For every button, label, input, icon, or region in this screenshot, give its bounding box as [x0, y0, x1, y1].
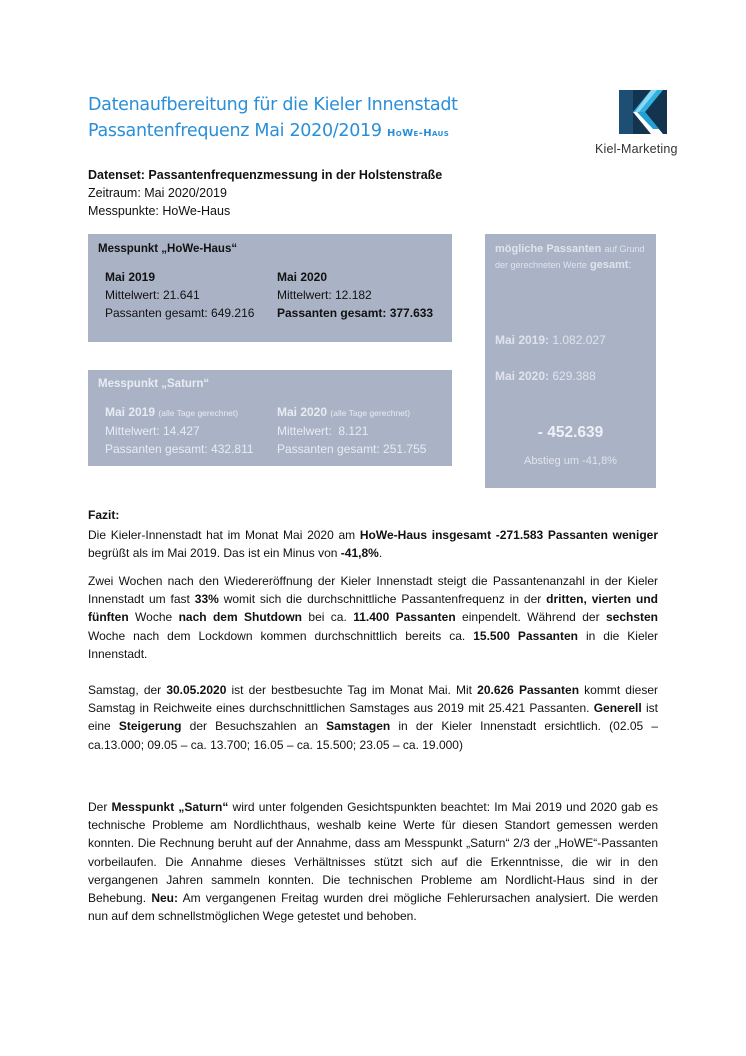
p3-bold: Samstagen [326, 719, 391, 734]
saturn-2019-label: Mai 2019 [105, 405, 156, 419]
howe-2019-label: Mai 2019 [105, 270, 156, 284]
howe-2020-mean: Mittelwert: 12.182 [277, 288, 372, 302]
p3-text: Samstag, der [88, 683, 167, 697]
howe-2019-total: Passanten gesamt: 649.216 [105, 306, 255, 320]
page-title [88, 92, 458, 147]
p1-bold: HoWe-Haus insgesamt -271.583 Passanten weniger [359, 528, 658, 542]
p4-bold: Messpunkt „Saturn“ [111, 800, 229, 814]
p2-bold: 15.500 Passanten [473, 628, 578, 643]
saturn-2020-total: Passanten gesamt: 251.755 [277, 442, 427, 456]
p2-bold: nach dem Shutdown [178, 610, 303, 625]
howe-2020-column [277, 268, 433, 322]
dataset-meta [88, 166, 442, 220]
kiel-marketing-logo [595, 84, 705, 164]
saturn-2020-mean: Mittelwert: 8.121 [277, 424, 369, 438]
howe-2020-total: Passanten gesamt: 377.633 [277, 306, 434, 320]
p2-text: Woche nach dem Lockdown kommen durchschnittlich bereits ca. [88, 628, 474, 643]
howe-heading: Messpunkt „HoWe-Haus“ [98, 243, 238, 255]
p3-bold: Steigerung [118, 719, 182, 734]
p2-text: in die Kieler Innenstadt. [88, 628, 658, 661]
saturn-2019-column [105, 403, 254, 458]
box-howe-haus [88, 234, 452, 342]
p2-bold: dritten, vierten und fünften [88, 592, 658, 625]
fazit-paragraph-4 [88, 798, 658, 925]
title-line-1: Datenaufbereitung für die Kieler Innenstadt [88, 95, 458, 115]
kiel-logo-icon [615, 84, 675, 138]
logo-text: Kiel-Marketing [595, 142, 678, 156]
fazit-paragraph-3 [88, 681, 658, 754]
p4-bold: Neu: [151, 891, 178, 906]
p2-text: Zwei Wochen nach den Wiedereröffnung der Kieler Innenstadt steigt die Passantenanzahl in der Kieler Innenstadt um fast [88, 574, 658, 607]
possible-heading [495, 241, 650, 273]
saturn-2019-mean: Mittelwert: 14.427 [105, 424, 200, 438]
p2-bold: sechsten [605, 610, 658, 625]
saturn-2019-total: Passanten gesamt: 432.811 [105, 442, 254, 456]
p1-text: begrüßt als im Mai 2019. Das ist ein Minus von [88, 546, 341, 561]
saturn-2020-label: Mai 2020 [277, 405, 328, 419]
possible-2020 [495, 369, 596, 383]
title-tag: HoWe-Haus [387, 128, 450, 139]
box-possible-passers [485, 234, 656, 488]
possible-difference: - 452.639 [537, 424, 604, 441]
fazit-heading: Fazit: [88, 508, 120, 522]
saturn-2020-note: (alle Tage gerechnet) [330, 408, 411, 418]
p2-text: Woche [128, 610, 179, 625]
p2-bold: 11.400 Passanten [353, 610, 456, 625]
box-saturn [88, 370, 452, 466]
possible-heading-small: auf Grund der gerechneten Werte [495, 244, 645, 270]
p3-text: kommt dieser Samstag in Reichweite eines durchschnittlichen Samstages aus 2019 mit 25.421 Passanten. [88, 683, 658, 716]
p2-text: womit sich die durchschnittliche Passantenfrequenz in der [218, 592, 547, 607]
fazit-paragraph-1 [88, 526, 658, 562]
p3-text: ist eine [88, 701, 658, 734]
p3-bold: Generell [593, 701, 642, 716]
possible-heading-total: gesamt [589, 259, 629, 271]
p2-text: einpendelt. Während der [455, 610, 606, 625]
period-line: Zeitraum: Mai 2020/2019 [88, 186, 227, 200]
p1-text: Die Kieler-Innenstadt hat im Monat Mai 2020 am [88, 528, 360, 542]
saturn-2020-column [277, 403, 426, 458]
possible-decline: Abstieg um -41,8% [524, 455, 617, 467]
possible-2020-label: Mai 2020: [495, 369, 550, 383]
p4-text: Am vergangenen Freitag wurden drei mögliche Fehlerursachen analysiert. Die werden nun auf dem schnellstmöglichen Wege getestet und behoben. [88, 891, 658, 924]
howe-2019-column [105, 268, 254, 322]
p3-text: der Besuchszahlen an [181, 719, 327, 734]
p4-text: wird unter folgenden Gesichtspunkten beachtet: Im Mai 2019 und 2020 gab es technische Probleme am Nordlichthaus, weshalb keine Werte für diesen Standort gemessen werden konnten. Die Rechnung beruht auf der Annahme, dass am Messpunkt „Saturn“ 2/3 der „HoWE“-Passanten vorbeilaufen. Die Annahme dieses Verhältnisses stützt sich auf die Erkenntnisse, die wir in den vergangenen Jahren sammeln konnten. Die technischen Probleme am Nordlicht-Haus sind in der Behebung. [88, 800, 659, 906]
p3-text: ist der bestbesuchte Tag im Monat Mai. Mit [226, 683, 478, 697]
p3-bold: 20.626 Passanten [477, 683, 580, 697]
possible-2019-value: 1.082.027 [552, 333, 606, 347]
title-line-2: Passantenfrequenz Mai 2020/2019 HoWe-Haus [88, 121, 450, 141]
p1-bold: -41,8% [340, 546, 379, 561]
saturn-heading: Messpunkt „Saturn“ [98, 378, 210, 390]
possible-heading-bold: mögliche Passanten [495, 243, 602, 255]
fazit-paragraph-2 [88, 572, 658, 663]
possible-2020-value: 629.388 [552, 369, 596, 383]
howe-2020-label: Mai 2020 [277, 270, 328, 284]
p1-text: . [378, 546, 383, 561]
p4-text: Der [88, 800, 112, 814]
possible-2019-label: Mai 2019: [495, 333, 550, 347]
p2-bold: 33% [194, 592, 219, 607]
howe-2019-mean: Mittelwert: 21.641 [105, 288, 200, 302]
p3-bold: 30.05.2020 [166, 683, 227, 697]
p2-text: bei ca. [302, 610, 354, 625]
p3-text: in der Kieler Innenstadt ersichtlich. (02.05 – ca.13.000; 09.05 – ca. 13.700; 16.05 – ca. 15.500; 23.05 – ca. 19.000) [88, 719, 658, 752]
dataset-line: Datenset: Passantenfrequenzmessung in der Holstenstraße [88, 168, 443, 182]
saturn-2019-note: (alle Tage gerechnet) [158, 408, 239, 418]
possible-heading-colon: : [628, 259, 632, 271]
possible-2019 [495, 333, 606, 347]
points-line: Messpunkte: HoWe-Haus [88, 204, 231, 218]
